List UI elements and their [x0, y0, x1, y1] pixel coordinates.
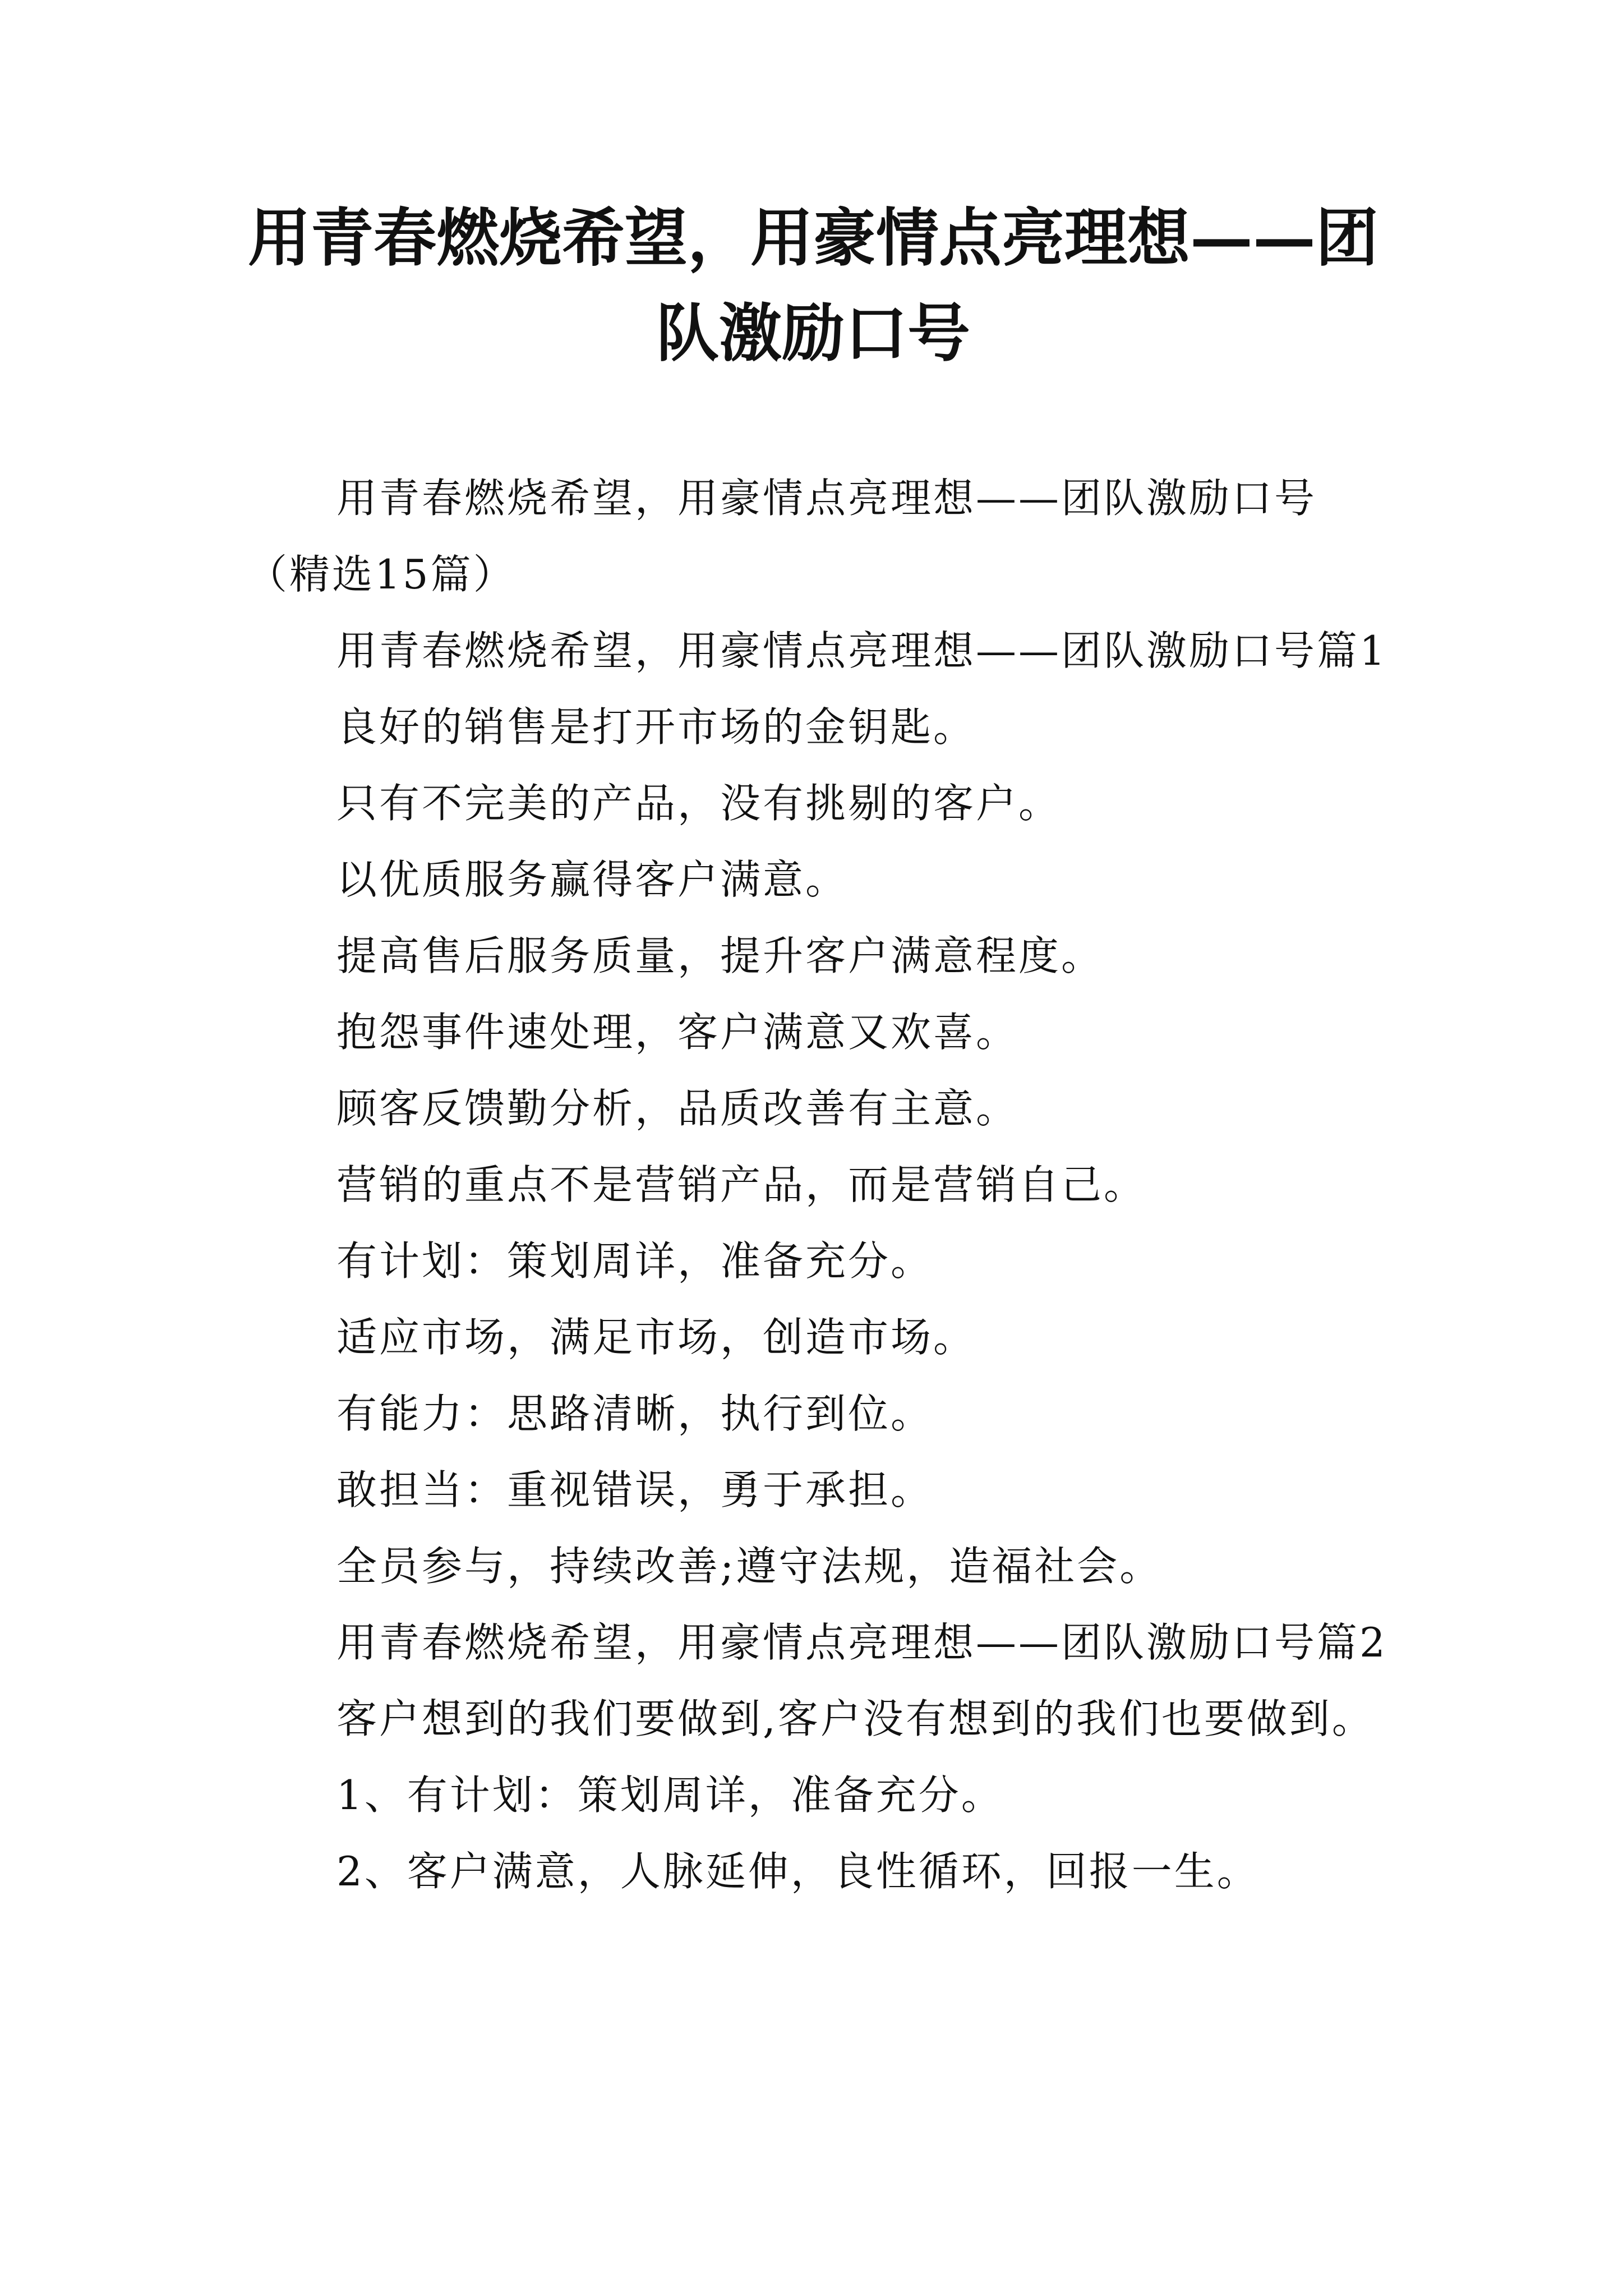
intro-paragraph: 用青春燃烧希望，用豪情点亮理想——团队激励口号（精选15篇） [247, 475, 1317, 598]
slogan-line: 2、客户满意，人脉延伸，良性循环，回报一生。 [336, 1848, 1260, 1895]
slogan-line: 有计划：策划周详，准备充分。 [336, 1237, 934, 1285]
section-heading-2: 用青春燃烧希望，用豪情点亮理想——团队激励口号篇2 [336, 1619, 1387, 1666]
slogan-line: 敢担当：重视错误，勇于承担。 [336, 1466, 934, 1513]
document-body [247, 460, 1391, 1910]
slogan-line: 客户想到的我们要做到,客户没有想到的我们也要做到。 [336, 1695, 1375, 1742]
slogan-line: 全员参与，持续改善;遵守法规，造福社会。 [336, 1543, 1163, 1590]
section-heading-1: 用青春燃烧希望，用豪情点亮理想——团队激励口号篇1 [336, 627, 1387, 674]
slogan-line: 只有不完美的产品，没有挑剔的客户。 [336, 780, 1062, 827]
slogan-line: 适应市场，满足市场，创造市场。 [336, 1314, 976, 1361]
slogan-line: 以优质服务赢得客户满意。 [336, 856, 849, 903]
slogan-line: 营销的重点不是营销产品，而是营销自己。 [336, 1161, 1147, 1208]
slogan-line: 抱怨事件速处理，客户满意又欢喜。 [336, 1009, 1019, 1056]
slogan-line: 提高售后服务质量，提升客户满意程度。 [336, 932, 1104, 979]
slogan-line: 有能力：思路清晰，执行到位。 [336, 1390, 934, 1437]
document-title: 用青春燃烧希望，用豪情点亮理想——团队激励口号 [248, 201, 1378, 370]
slogan-line: 1、有计划：策划周详，准备充分。 [336, 1772, 1004, 1819]
slogan-line: 良好的销售是打开市场的金钥匙。 [336, 703, 976, 751]
slogan-line: 顾客反馈勤分析，品质改善有主意。 [336, 1085, 1019, 1132]
